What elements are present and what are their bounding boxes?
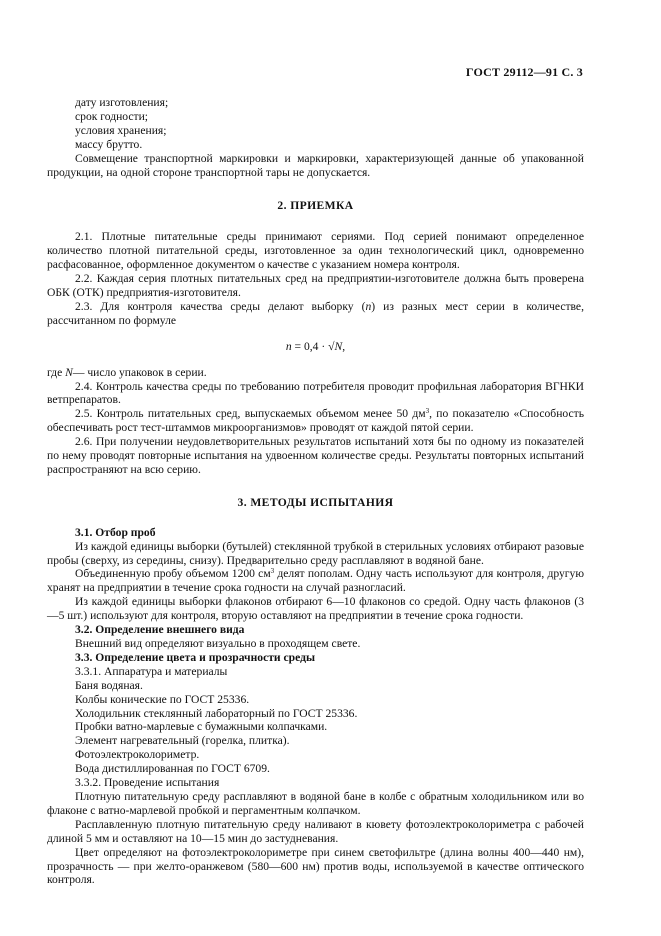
paragraph-2-5: [47, 407, 584, 435]
subheading-3-3-1: 3.3.1. Аппаратура и материалы: [75, 664, 228, 678]
paragraph-3-1-b-start: Объединенную пробу объемом 1200 см: [75, 567, 271, 581]
marking-list-item: срок годности;: [75, 109, 149, 123]
paragraph-2-4: 2.4. Контроль качества среды по требованию потребителя проводит профильная лаборатория ВГНКИ ветпрепаратов.: [47, 379, 584, 407]
subheading-3-3-2: 3.3.2. Проведение испытания: [75, 776, 220, 790]
paragraph-2-5-end: , по показателю «Способность обеспечивать рост тест-штаммов микроорганизмов» проводят от каждой пятой серии.: [47, 407, 584, 435]
superscript-3: 3: [425, 407, 430, 416]
paragraph-2-3-start: 2.3. Для контроля качества среды делают выборку (: [75, 299, 366, 313]
equipment-item: Колбы конические по ГОСТ 25336.: [75, 692, 250, 706]
where-variable-N: N: [65, 365, 73, 379]
paragraph-2-5-start: 2.5. Контроль питательных сред, выпускаемых объемом менее 50 дм: [75, 407, 426, 421]
equipment-item: Фотоэлектроколориметр.: [75, 748, 200, 762]
equipment-item: Элемент нагревательный (горелка, плитка).: [75, 734, 290, 748]
section-3-title: 3. МЕТОДЫ ИСПЫТАНИЯ: [237, 495, 394, 509]
paragraph-2-3-end: ) из разных мест серии в количестве, рассчитанном по формуле: [47, 299, 584, 327]
where-end: — число упаковок в серии.: [72, 365, 207, 379]
formula-where: [47, 366, 584, 380]
paragraph-2-1: 2.1. Плотные питательные среды принимают сериями. Под серией понимают определенное количество плотной питательной среды, изготовленное за один технологический цикл, одновременно расфасованное, оформленное документом о качестве с указанием номера контроля.: [47, 230, 584, 272]
paragraph-3-3-2-a: Плотную питательную среду расплавляют в водяной бане в колбе с обратным холодильником или во флаконе с ватно-марлевой пробкой и пергаментным колпачком.: [47, 789, 584, 817]
paragraph-2-2: 2.2. Каждая серия плотных питательных сред на предприятии-изготовителе должна быть проверена ОБК (ОТК) предприятия-изготовителя.: [47, 272, 584, 299]
paragraph-2-6: 2.6. При получении неудовлетворительных результатов испытаний хотя бы по одному из показателей по нему проводят повторные испытания на удвоенном количестве среды. Результаты повторных испытаний распространяют на всю серию.: [47, 435, 584, 476]
page-content: [47, 96, 584, 887]
paragraph-2-3: [47, 300, 584, 328]
sample-size-formula: [47, 340, 584, 354]
paragraph-3-3-2-c: Цвет определяют на фотоэлектроколориметре при синем светофильтре (длина волны 400—440 нм), прозрачность — при желто-оранжевом (580—600 нм) против воды, используемой в качестве оптического контроля.: [47, 845, 584, 887]
where-start: где: [47, 365, 66, 379]
formula-n: n: [285, 339, 292, 353]
equipment-item: Баня водяная.: [75, 678, 143, 692]
page-header: ГОСТ 29112—91 С. 3: [465, 65, 583, 79]
paragraph-3-1-b-end: делят пополам. Одну часть используют для контроля, другую хранят на предприятии в течение срока годности на случай разногласий.: [47, 567, 584, 595]
heading-3-3: 3.3. Определение цвета и прозрачности среды: [75, 650, 315, 664]
heading-3-1: 3.1. Отбор проб: [75, 525, 156, 539]
variable-n: n: [365, 299, 372, 313]
heading-3-2: 3.2. Определение внешнего вида: [75, 623, 245, 637]
paragraph-3-1-a: Из каждой единицы выборки (бутылей) стеклянной трубкой в стерильных условиях отбирают разовые пробы (сверху, из середины, снизу). Предварительно среду расплавляют в водяной бане.: [47, 539, 584, 567]
equipment-item: Холодильник стеклянный лабораторный по ГОСТ 25336.: [75, 706, 358, 720]
formula-mid: = 0,4 · √: [291, 339, 335, 353]
formula-N: N: [334, 339, 343, 353]
paragraph-3-3-2-b: Расплавленную плотную питательную среду наливают в кювету фотоэлектроколориметра с рабочей длиной 5 мм и оставляют на 10—15 мин до застудневания.: [47, 817, 584, 845]
paragraph-3-2: Внешний вид определяют визуально в проходящем свете.: [75, 637, 361, 650]
marking-note: Совмещение транспортной маркировки и маркировки, характеризующей данные об упакованной продукции, на одной стороне транспортной тары не допускается.: [47, 151, 584, 179]
paragraph-3-1-b: [47, 567, 584, 595]
paragraph-3-1-c: Из каждой единицы выборки флаконов отбирают 6—10 флаконов со средой. Одну часть флаконов (3—5 шт.) используют для контроля, вторую оставляют на предприятии в течение срока годности.: [47, 595, 584, 623]
superscript-3: 3: [270, 567, 275, 576]
marking-list-item: массу брутто.: [75, 137, 143, 151]
marking-list-item: условия хранения;: [75, 123, 167, 137]
formula-end: ,: [342, 339, 346, 353]
section-2-title: 2. ПРИЕМКА: [277, 199, 354, 213]
equipment-item: Пробки ватно-марлевые с бумажными колпачками.: [75, 720, 328, 734]
equipment-item: Вода дистиллированная по ГОСТ 6709.: [75, 762, 270, 776]
marking-list-item: дату изготовления;: [75, 96, 169, 109]
